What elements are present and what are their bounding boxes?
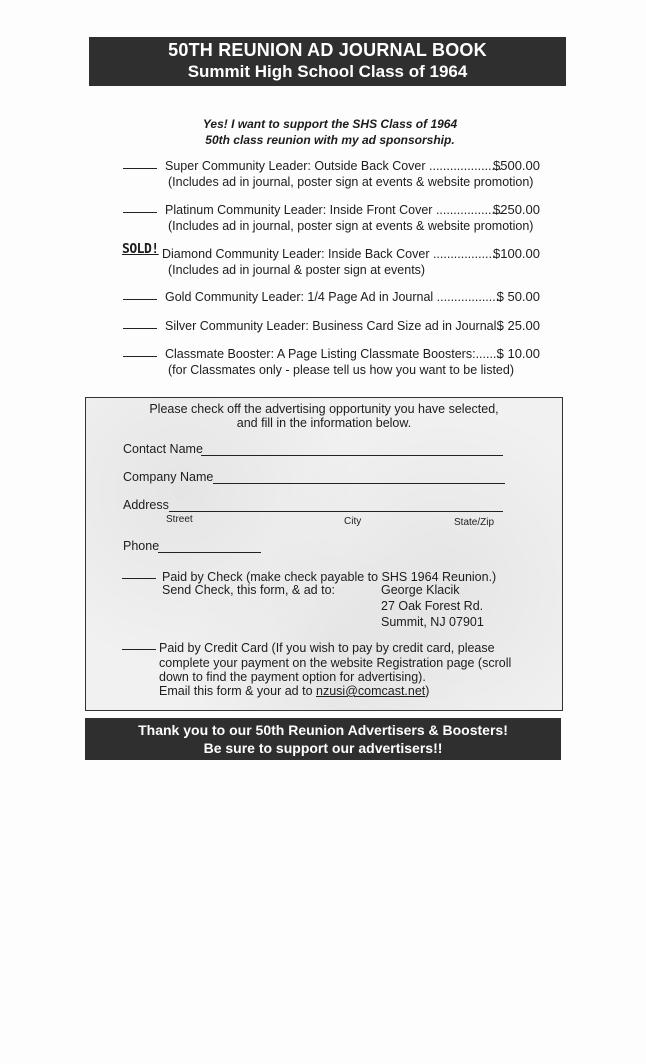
option-price: $ 25.00	[496, 318, 540, 333]
state-zip-sublabel: State/Zip	[454, 517, 495, 528]
paid-by-card-line-2: complete your payment on the website Registration page (scroll	[159, 656, 512, 670]
option-price: $ 10.00	[496, 346, 540, 361]
intro-text	[150, 116, 510, 148]
order-form-box	[85, 397, 563, 711]
address-field[interactable]	[169, 511, 503, 512]
email-prefix-text: Email this form & your ad to	[159, 684, 317, 698]
option-name: Diamond Community Leader: Inside Back Cover ..................	[162, 247, 496, 261]
option-name: Super Community Leader: Outside Back Cover .....................	[165, 159, 502, 173]
option-price: $250.00	[493, 202, 540, 217]
paid-by-card-line-4	[159, 683, 429, 699]
option-checkbox-blank[interactable]	[123, 346, 157, 357]
option-checkbox-blank[interactable]	[123, 202, 157, 213]
option-name: Classmate Booster: A Page Listing Classmate Boosters:........	[165, 347, 504, 361]
school-class-title: Summit High School Class of 1964	[187, 62, 468, 81]
city-sublabel: City	[344, 516, 362, 527]
option-checkbox-blank[interactable]	[123, 318, 157, 329]
option-note: (Includes ad in journal & poster sign at events)	[168, 263, 426, 277]
journal-title: 50TH REUNION AD JOURNAL BOOK	[168, 40, 487, 60]
paid-by-card-line-1: Paid by Credit Card (If you wish to pay by credit card, please	[159, 641, 495, 655]
intro-line-1: Yes! I want to support the SHS Class of 1964	[202, 117, 458, 131]
phone-label: Phone	[123, 539, 160, 553]
footer-banner	[85, 718, 561, 760]
footer-support: Be sure to support our advertisers!!	[203, 740, 443, 756]
option-note: (for Classmates only - please tell us how you want to be listed)	[168, 363, 514, 377]
paid-by-check-line-2: Send Check, this form, & ad to:	[162, 583, 335, 597]
paid-by-check-blank[interactable]	[122, 578, 156, 579]
contact-name-field[interactable]	[201, 455, 503, 456]
company-name-label: Company Name	[123, 470, 214, 484]
form-instructions-line-2: and fill in the information below.	[236, 416, 412, 430]
header-banner	[89, 37, 566, 86]
paid-by-check-line-1: Paid by Check (make check payable to SHS 1964 Reunion.)	[162, 570, 497, 584]
email-suffix-text: )	[425, 684, 430, 698]
company-name-field[interactable]	[213, 483, 505, 484]
option-price: $100.00	[493, 246, 540, 261]
option-price: $500.00	[493, 158, 540, 173]
phone-field[interactable]	[158, 552, 261, 553]
contact-name-label: Contact Name	[123, 442, 203, 456]
address-label: Address	[123, 498, 169, 512]
email-link[interactable]: nzusi@comcast.net	[316, 684, 426, 698]
street-sublabel: Street	[166, 514, 193, 525]
mailing-name: George Klacik	[381, 583, 460, 597]
option-price: $ 50.00	[496, 289, 540, 304]
option-name: Gold Community Leader: 1/4 Page Ad in Journal ...................	[165, 290, 503, 304]
intro-line-2: 50th class reunion with my ad sponsorship.	[205, 133, 455, 147]
paid-by-card-line-3: down to find the payment option for advertising).	[159, 670, 426, 684]
mailing-city: Summit, NJ 07901	[381, 615, 484, 629]
footer-thanks: Thank you to our 50th Reunion Advertisers & Boosters!	[138, 722, 508, 738]
option-note: (Includes ad in journal, poster sign at events & website promotion)	[168, 175, 534, 189]
option-checkbox-blank[interactable]	[123, 158, 157, 169]
sold-mark: SOLD!	[122, 242, 159, 257]
option-name: Silver Community Leader: Business Card Size ad in Journal..	[165, 319, 504, 333]
form-instructions-line-1: Please check off the advertising opportunity you have selected,	[149, 402, 499, 416]
option-note: (Includes ad in journal, poster sign at events & website promotion)	[168, 219, 534, 233]
paid-by-card-blank[interactable]	[122, 649, 156, 650]
mailing-street: 27 Oak Forest Rd.	[381, 599, 484, 613]
option-checkbox-blank[interactable]	[123, 289, 157, 300]
option-name: Platinum Community Leader: Inside Front Cover ...................	[165, 203, 502, 217]
